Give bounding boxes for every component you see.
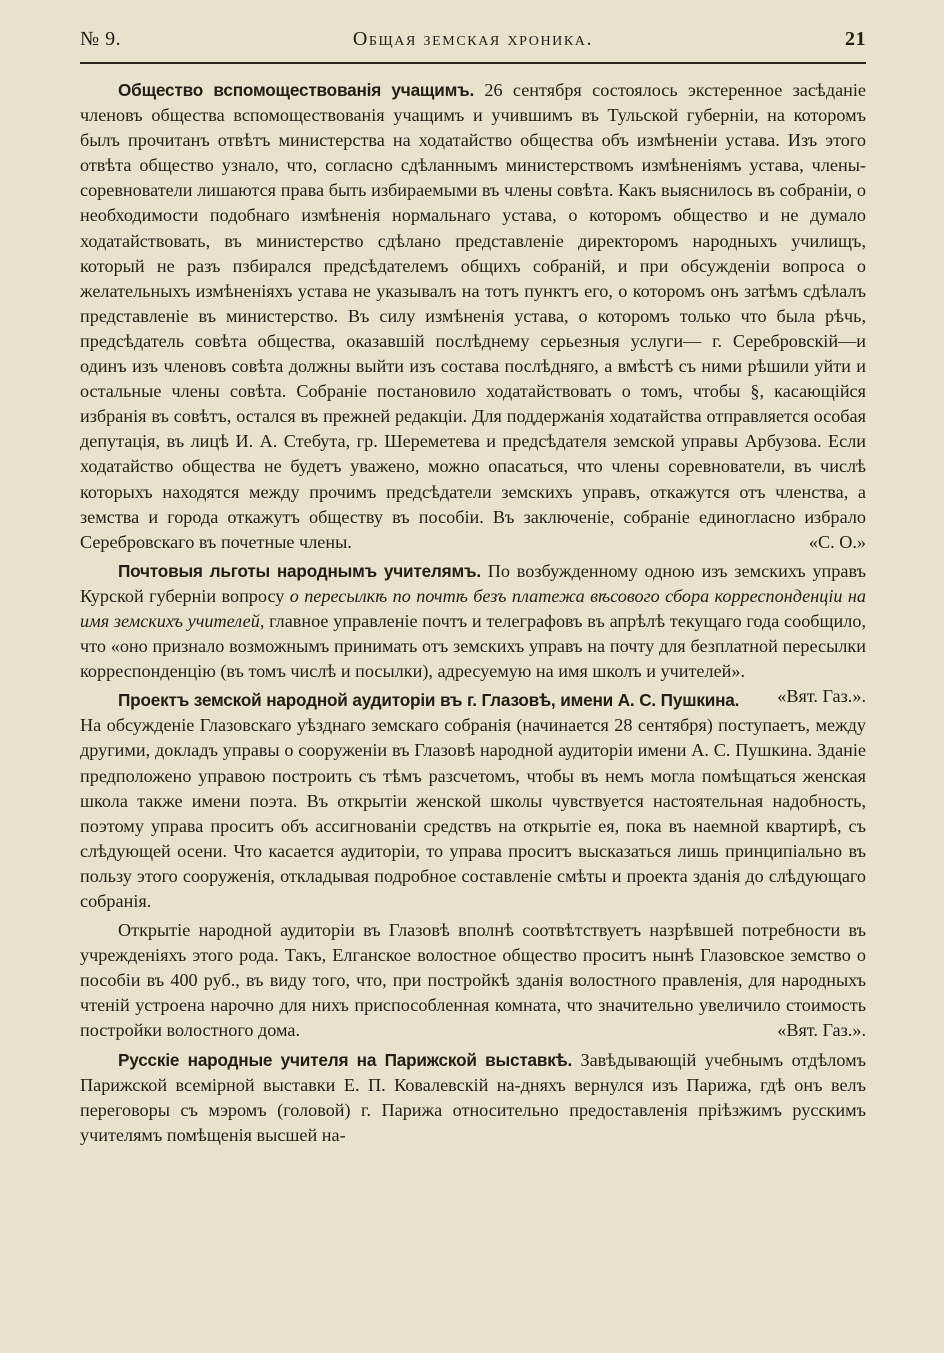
article-heading: Общество вспомоществованія учащимъ. <box>118 80 475 100</box>
page-number: 21 <box>845 28 866 50</box>
section-title: Общая земская хроника. <box>352 28 594 50</box>
text-column <box>80 78 866 1148</box>
article-body: По возбужденному одною изъ земскихъ управъ Курской губерніи вопросу <box>80 560 866 606</box>
running-head <box>80 24 866 62</box>
article-heading: Почтовыя льготы народнымъ учителямъ. <box>118 560 481 581</box>
issue-number: № 9. <box>80 28 122 50</box>
article-body: Завѣдывающій учебнымъ отдѣломъ Парижской всемірной выставки Е. П. Ковалевскій на-дняхъ вернулся изъ Парижа, гдѣ онъ велъ переговоры съ мэромъ (головой) г. Парижа относительно предоставленія пріѣзжимъ русскимъ учителямъ помѣщенія высшей на- <box>80 1049 866 1145</box>
article-paris <box>80 1048 866 1148</box>
article-source: «С. О.» <box>808 531 866 552</box>
article-body: 26 сентября состоялось экстеренное засѣданіе членовъ общества вспомоществованія учащимъ и учившимъ въ Тульской губерніи, на которомъ былъ прочитанъ отвѣтъ министерства на ходатайство общества объ измѣненіи устава. Изъ этого отвѣта общество узнало, что, согласно сдѣланнымъ министерствомъ измѣненіямъ устава, члены-соревнователи лишаются права быть избираемыми въ члены совѣта. Какъ выяснилось въ собраніи, о необходимости подобнаго измѣненія нормальнаго устава, о которомъ общество и не думало ходатайствовать, въ министерство сдѣлано представленіе директоромъ народныхъ училищъ, который не разъ пзбирался предсѣдателемъ общихъ собраній, и при обсужденіи вопроса о желательныхъ измѣненіяхъ устава не указывалъ на тотъ пунктъ его, о которомъ онъ затѣмъ сдѣлалъ представленіе въ министерство. Въ силу измѣненія устава, о которомъ только что была рѣчь, предсѣдатель совѣта общества, оказавшій послѣднему серьезныя услуги— г. Серебровскій—и одинъ изъ членовъ совѣта должны выйти изъ состава послѣдняго, а вмѣстѣ съ ними рѣшили уйти и остальные члены совѣта. Собраніе постановило ходатайствовать о томъ, чтобы §, касающійся избранія въ совѣтъ, остался въ прежней редакціи. Для поддержанія ходатайства отправляется особая депутація, въ лицѣ И. А. Стебута, гр. Шереметева и предсѣдателя земской управы Арбузова. Если ходатайство общества не будетъ уважено, можно опасаться, что члены соревнователи, въ числѣ которыхъ находятся между прочимъ предсѣдатели земскихъ управъ, откажутся отъ членства, а земства и города откажутъ обществу въ пособіи. Въ заключеніе, собраніе единогласно избрало Серебровскаго въ почетные члены. <box>80 80 866 552</box>
article-body: , главное управленіе почтъ и телеграфовъ въ апрѣлѣ текущаго года сообщило, что «оно признало возможнымъ принимать отъ земскихъ управъ на почту для безплатной пересылки корреспонденцію (въ томъ числѣ и посылки), адресуемую на имя школъ и учителей». <box>80 610 867 682</box>
article-auditorium <box>80 688 866 914</box>
article-body-italic: о пересылкѣ по почтѣ безъ платежа вѣсового сбора корреспонденціи на имя земскихъ учителей <box>80 585 866 631</box>
article-heading: Русскіе народные учителя на Парижской выставкѣ. <box>118 1049 573 1070</box>
article-source: «Вят. Газ.». <box>777 1020 866 1041</box>
article-source: «Вят. Газ.». <box>777 686 866 707</box>
article-auditorium-cont <box>80 918 866 1043</box>
article-body: Открытіе народной аудиторіи въ Глазовѣ вполнѣ соотвѣтствуетъ назрѣвшей потребности въ учрежденіяхъ этого рода. Такъ, Елганское волостное общество проситъ нынѣ Глазовское земство о пособіи въ 400 руб., въ виду того, что, при постройкѣ зданія волостного правленія, для народныхъ чтеній устроена нарочно для нихъ приспособленная комната, что значительно увеличило стоимость постройки волостного дома. <box>80 920 866 1041</box>
header-rule <box>80 62 866 64</box>
article-society <box>80 78 866 555</box>
article-heading: Проектъ земской народной аудиторіи въ г. Глазовѣ, имени А. С. Пушкина. <box>118 690 740 711</box>
article-body: На обсужденіе Глазовскаго уѣзднаго земскаго собранія (начинается 28 сентября) поступаетъ, между другими, докладъ управы о сооруженіи въ Глазовѣ народной аудиторіи имени А. С. Пушкина. Зданіе предположено управою построить съ тѣмъ разсчетомъ, чтобы въ немъ могла помѣщаться женская школа также имени поэта. Въ открытіи женской школы чувствуется настоятельная надобность, поэтому управа проситъ объ ассигнованіи средствъ на открытіе ея, пока въ наемной квартирѣ, съ слѣдующей осени. Что касается аудиторіи, то управа проситъ высказаться лишь принципіально въ пользу этого сооруженія, откладывая подробное составленіе смѣты и проекта зданія до слѣдующаго собранія. <box>80 715 866 911</box>
